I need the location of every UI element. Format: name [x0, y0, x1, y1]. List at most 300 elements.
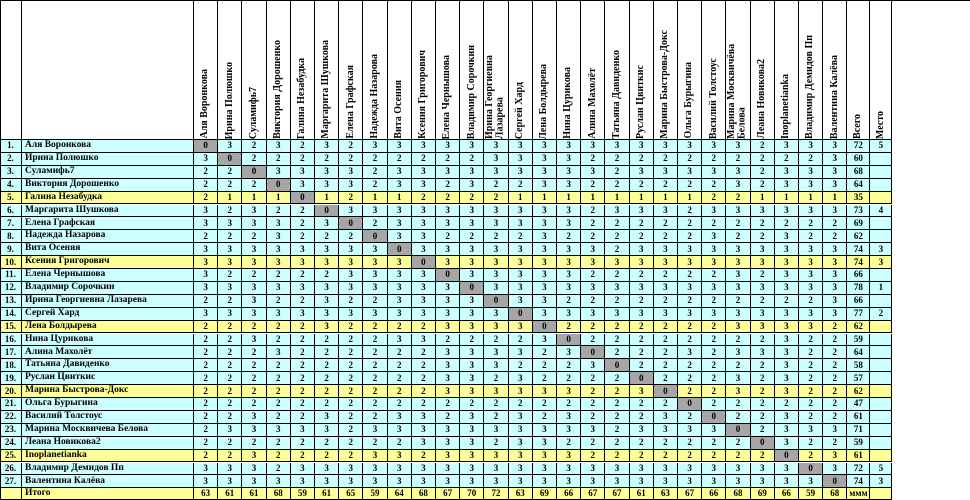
score-cell: 2	[339, 450, 363, 463]
score-cell: 2	[702, 437, 726, 450]
score-cell: 3	[291, 166, 315, 179]
place-cell	[870, 153, 892, 166]
score-cell: 2	[823, 385, 847, 398]
score-cell: 2	[702, 179, 726, 192]
score-cell: 3	[315, 321, 339, 334]
column-header-label: Василий Толстоус	[707, 57, 719, 139]
row-number: 5.	[0, 192, 22, 205]
score-cell: 3	[315, 179, 339, 192]
score-cell: 2	[702, 385, 726, 398]
score-cell: 1	[533, 192, 557, 205]
score-cell: 3	[339, 308, 363, 321]
column-header	[484, 0, 508, 140]
score-cell: 3	[242, 463, 266, 476]
column-header-label: Леана Новикова2	[755, 59, 767, 139]
score-cell: 1	[242, 192, 266, 205]
diagonal-cell: 0	[726, 424, 750, 437]
score-cell: 3	[484, 450, 508, 463]
score-cell: 3	[678, 166, 702, 179]
score-cell: 3	[267, 475, 291, 488]
participant-name: Руслан Цвиткис	[22, 372, 194, 385]
participant-name: Василий Толстоус	[22, 411, 194, 424]
column-total-cell: 72	[484, 488, 508, 500]
score-cell: 3	[775, 256, 799, 269]
total-cell: 71	[847, 424, 870, 437]
score-cell: 3	[630, 205, 654, 218]
score-cell: 2	[581, 411, 605, 424]
score-cell: 3	[533, 424, 557, 437]
score-cell: 3	[557, 308, 581, 321]
score-cell: 3	[218, 308, 242, 321]
row-number: 15.	[0, 321, 22, 334]
row-number: 11.	[0, 269, 22, 282]
score-cell: 2	[315, 153, 339, 166]
score-cell: 2	[218, 346, 242, 359]
place-cell	[870, 385, 892, 398]
score-cell: 3	[775, 346, 799, 359]
score-cell: 2	[363, 166, 387, 179]
score-cell: 3	[823, 463, 847, 476]
score-cell: 3	[388, 450, 412, 463]
score-cell: 3	[267, 230, 291, 243]
score-cell: 3	[630, 308, 654, 321]
score-cell: 2	[242, 437, 266, 450]
score-cell: 3	[557, 205, 581, 218]
total-cell: 74	[847, 256, 870, 269]
score-cell: 3	[484, 321, 508, 334]
score-cell: 3	[533, 437, 557, 450]
score-cell: 3	[823, 179, 847, 192]
score-cell: 2	[267, 411, 291, 424]
score-cell: 2	[678, 153, 702, 166]
score-cell: 2	[630, 321, 654, 334]
row-number: 8.	[0, 230, 22, 243]
score-cell: 2	[363, 346, 387, 359]
score-cell: 2	[412, 346, 436, 359]
score-cell: 3	[460, 179, 484, 192]
score-cell: 3	[460, 140, 484, 153]
score-cell: 3	[460, 295, 484, 308]
score-cell: 2	[605, 398, 629, 411]
score-cell: 3	[218, 424, 242, 437]
column-header-label: Ольга Бурыгина	[683, 62, 695, 139]
score-cell: 2	[267, 372, 291, 385]
score-cell: 3	[484, 217, 508, 230]
score-cell: 3	[509, 372, 533, 385]
column-header	[870, 0, 892, 140]
score-cell: 3	[823, 424, 847, 437]
score-cell: 3	[484, 256, 508, 269]
score-cell: 2	[242, 372, 266, 385]
diagonal-cell: 0	[267, 179, 291, 192]
score-cell: 3	[363, 256, 387, 269]
score-cell: 2	[702, 153, 726, 166]
score-cell: 3	[533, 282, 557, 295]
score-cell: 2	[581, 217, 605, 230]
score-cell: 3	[460, 256, 484, 269]
score-cell: 3	[751, 205, 775, 218]
place-cell: 5	[870, 463, 892, 476]
total-cell: 74	[847, 243, 870, 256]
participant-name: Inoplanetianka	[22, 450, 194, 463]
column-header-label: Руслан Цвиткис	[634, 65, 646, 139]
score-cell: 3	[799, 269, 823, 282]
score-cell: 3	[533, 243, 557, 256]
score-cell: 3	[460, 411, 484, 424]
score-cell: 2	[315, 230, 339, 243]
participant-name: Елена Графская	[22, 217, 194, 230]
score-cell: 3	[388, 463, 412, 476]
score-cell: 3	[194, 243, 218, 256]
participant-name: Валентина Калёва	[22, 475, 194, 488]
score-cell: 3	[315, 411, 339, 424]
score-cell: 3	[702, 424, 726, 437]
score-cell: 2	[291, 230, 315, 243]
score-cell: 2	[218, 437, 242, 450]
score-cell: 3	[267, 217, 291, 230]
score-cell: 3	[581, 243, 605, 256]
score-cell: 3	[291, 282, 315, 295]
participant-name: Галина Незабудка	[22, 192, 194, 205]
score-cell: 3	[557, 385, 581, 398]
score-cell: 3	[630, 243, 654, 256]
score-cell: 3	[315, 217, 339, 230]
score-cell: 3	[726, 372, 750, 385]
score-cell: 3	[751, 243, 775, 256]
score-cell: 3	[654, 475, 678, 488]
score-cell: 2	[484, 230, 508, 243]
score-cell: 2	[339, 334, 363, 347]
place-cell	[870, 398, 892, 411]
score-cell: 2	[581, 153, 605, 166]
score-cell: 2	[484, 398, 508, 411]
participant-name: Вита Осеняя	[22, 243, 194, 256]
score-cell: 2	[267, 385, 291, 398]
score-cell: 2	[242, 140, 266, 153]
participant-name: Ирина Полюшко	[22, 153, 194, 166]
score-cell: 3	[339, 463, 363, 476]
score-cell: 3	[702, 308, 726, 321]
score-cell: 3	[775, 424, 799, 437]
column-header	[363, 0, 387, 140]
score-cell: 2	[726, 153, 750, 166]
score-cell: 3	[436, 372, 460, 385]
score-cell: 3	[194, 205, 218, 218]
score-cell: 3	[363, 463, 387, 476]
score-cell: 2	[630, 437, 654, 450]
score-cell: 3	[436, 424, 460, 437]
column-header-label: Маргарита Шушкова	[320, 40, 332, 139]
score-cell: 3	[678, 475, 702, 488]
score-cell: 2	[775, 295, 799, 308]
score-cell: 3	[678, 424, 702, 437]
score-cell: 2	[194, 179, 218, 192]
score-cell: 3	[218, 140, 242, 153]
score-cell: 2	[291, 450, 315, 463]
score-cell: 3	[460, 463, 484, 476]
score-cell: 3	[242, 475, 266, 488]
score-cell: 2	[436, 230, 460, 243]
score-cell: 2	[654, 450, 678, 463]
score-cell: 3	[509, 346, 533, 359]
score-cell: 2	[799, 372, 823, 385]
score-cell: 2	[799, 230, 823, 243]
score-cell: 2	[799, 217, 823, 230]
score-cell: 3	[509, 424, 533, 437]
column-header-label: Место	[874, 110, 886, 139]
score-cell: 3	[775, 334, 799, 347]
score-cell: 3	[509, 385, 533, 398]
score-cell: 2	[315, 372, 339, 385]
score-cell: 2	[509, 398, 533, 411]
score-cell: 2	[726, 230, 750, 243]
score-cell: 2	[605, 372, 629, 385]
column-header-label: Ирина Полюшко	[223, 61, 235, 139]
score-cell: 2	[388, 372, 412, 385]
score-cell: 3	[436, 346, 460, 359]
score-cell: 3	[460, 269, 484, 282]
score-cell: 2	[484, 334, 508, 347]
diagonal-cell: 0	[702, 411, 726, 424]
score-cell: 3	[654, 308, 678, 321]
total-cell: 59	[847, 437, 870, 450]
score-cell: 2	[218, 359, 242, 372]
score-cell: 2	[605, 179, 629, 192]
score-cell: 2	[363, 153, 387, 166]
column-total-cell: 64	[388, 488, 412, 500]
total-cell: 64	[847, 346, 870, 359]
column-header-label: Галина Незабудка	[296, 57, 308, 139]
score-cell: 3	[823, 166, 847, 179]
score-cell: 2	[436, 411, 460, 424]
row-number: 12.	[0, 282, 22, 295]
score-cell: 2	[460, 398, 484, 411]
score-cell: 2	[412, 398, 436, 411]
score-cell: 3	[388, 411, 412, 424]
score-cell: 2	[339, 372, 363, 385]
score-cell: 2	[702, 321, 726, 334]
score-cell: 3	[194, 153, 218, 166]
score-cell: 2	[678, 411, 702, 424]
column-total-cell: 63	[194, 488, 218, 500]
score-cell: 3	[605, 256, 629, 269]
score-cell: 2	[630, 153, 654, 166]
score-cell: 3	[484, 308, 508, 321]
score-cell: 2	[509, 359, 533, 372]
column-header	[823, 0, 847, 140]
score-cell: 2	[509, 334, 533, 347]
score-cell: 2	[751, 359, 775, 372]
place-cell	[870, 295, 892, 308]
score-cell: 2	[581, 205, 605, 218]
score-cell: 2	[799, 398, 823, 411]
score-cell: 2	[751, 411, 775, 424]
score-cell: 3	[775, 140, 799, 153]
score-cell: 3	[412, 179, 436, 192]
score-cell: 3	[436, 217, 460, 230]
score-cell: 2	[605, 411, 629, 424]
column-header	[460, 0, 484, 140]
score-cell: 2	[412, 153, 436, 166]
place-cell	[870, 450, 892, 463]
score-cell: 2	[581, 334, 605, 347]
participant-name: Марина Быстрова-Докс	[22, 385, 194, 398]
score-cell: 3	[315, 243, 339, 256]
column-total-cell: 59	[291, 488, 315, 500]
score-cell: 3	[315, 256, 339, 269]
score-cell: 2	[823, 321, 847, 334]
score-cell: 1	[605, 192, 629, 205]
score-cell: 3	[533, 256, 557, 269]
score-cell: 3	[654, 140, 678, 153]
score-cell: 3	[799, 166, 823, 179]
score-cell: 3	[630, 282, 654, 295]
column-header-label: Владимир Демидов Пп	[804, 35, 816, 139]
score-cell: 2	[775, 153, 799, 166]
score-cell: 2	[388, 385, 412, 398]
score-cell: 3	[460, 359, 484, 372]
row-number: 7.	[0, 217, 22, 230]
row-number: 3.	[0, 166, 22, 179]
score-cell: 3	[702, 140, 726, 153]
score-cell: 2	[557, 321, 581, 334]
total-place-cell	[870, 488, 892, 500]
score-cell: 3	[799, 256, 823, 269]
place-cell	[870, 411, 892, 424]
score-cell: 3	[581, 140, 605, 153]
score-cell: 3	[799, 424, 823, 437]
score-cell: 2	[388, 153, 412, 166]
column-total-cell: 67	[581, 488, 605, 500]
score-cell: 2	[412, 321, 436, 334]
score-cell: 3	[388, 424, 412, 437]
score-cell: 2	[654, 230, 678, 243]
score-cell: 2	[315, 334, 339, 347]
total-cell: 77	[847, 308, 870, 321]
score-cell: 2	[194, 346, 218, 359]
total-cell: 61	[847, 411, 870, 424]
score-cell: 3	[823, 450, 847, 463]
score-cell: 3	[823, 295, 847, 308]
score-cell: 3	[654, 463, 678, 476]
score-cell: 3	[678, 256, 702, 269]
score-cell: 2	[702, 269, 726, 282]
score-cell: 3	[218, 463, 242, 476]
column-header	[847, 0, 870, 140]
score-cell: 2	[533, 359, 557, 372]
score-cell: 2	[751, 179, 775, 192]
diagonal-cell: 0	[291, 192, 315, 205]
score-cell: 2	[363, 437, 387, 450]
score-cell: 2	[823, 398, 847, 411]
place-cell: 3	[870, 256, 892, 269]
score-cell: 2	[242, 179, 266, 192]
score-cell: 2	[654, 295, 678, 308]
score-cell: 2	[436, 179, 460, 192]
score-cell: 2	[194, 424, 218, 437]
column-header-label: Inoplanetianka	[780, 73, 792, 139]
score-cell: 3	[460, 205, 484, 218]
column-total-cell: 66	[702, 488, 726, 500]
score-cell: 2	[605, 166, 629, 179]
score-cell: 3	[654, 166, 678, 179]
score-cell: 3	[460, 321, 484, 334]
score-cell: 3	[436, 321, 460, 334]
score-cell: 1	[823, 192, 847, 205]
score-cell: 2	[654, 321, 678, 334]
score-cell: 3	[654, 411, 678, 424]
score-cell: 2	[557, 372, 581, 385]
score-cell: 2	[751, 217, 775, 230]
score-cell: 3	[291, 463, 315, 476]
score-cell: 2	[630, 230, 654, 243]
score-cell: 2	[557, 295, 581, 308]
score-cell: 2	[363, 334, 387, 347]
score-cell: 3	[702, 256, 726, 269]
score-cell: 3	[194, 217, 218, 230]
score-cell: 3	[557, 166, 581, 179]
score-cell: 3	[775, 411, 799, 424]
score-cell: 3	[436, 463, 460, 476]
column-header-label: Ксения Григорович	[417, 50, 429, 139]
diagonal-cell: 0	[799, 463, 823, 476]
column-total-cell: 69	[751, 488, 775, 500]
score-cell: 2	[436, 153, 460, 166]
score-cell: 3	[726, 179, 750, 192]
score-cell: 2	[218, 334, 242, 347]
score-cell: 3	[412, 411, 436, 424]
score-cell: 2	[630, 334, 654, 347]
score-cell: 2	[678, 269, 702, 282]
score-cell: 3	[388, 282, 412, 295]
score-cell: 3	[509, 166, 533, 179]
score-cell: 3	[315, 475, 339, 488]
score-cell: 3	[315, 295, 339, 308]
column-header	[702, 0, 726, 140]
score-cell: 2	[654, 217, 678, 230]
score-cell: 2	[751, 450, 775, 463]
score-cell: 3	[775, 463, 799, 476]
participant-name: Нина Цурикова	[22, 334, 194, 347]
total-cell: 68	[847, 166, 870, 179]
column-total-cell: 61	[242, 488, 266, 500]
score-cell: 2	[702, 450, 726, 463]
score-cell: 2	[315, 269, 339, 282]
column-header-label: Надежда Назарова	[368, 54, 380, 139]
score-cell: 3	[194, 463, 218, 476]
score-cell: 2	[605, 450, 629, 463]
place-cell	[870, 166, 892, 179]
score-cell: 3	[388, 166, 412, 179]
score-cell: 2	[751, 295, 775, 308]
score-cell: 2	[751, 398, 775, 411]
diagonal-cell: 0	[581, 346, 605, 359]
score-cell: 3	[509, 282, 533, 295]
column-total-cell: 67	[605, 488, 629, 500]
score-cell: 3	[726, 166, 750, 179]
score-cell: 3	[460, 308, 484, 321]
score-cell: 3	[775, 321, 799, 334]
score-cell: 2	[363, 372, 387, 385]
column-header	[775, 0, 799, 140]
score-cell: 2	[509, 179, 533, 192]
score-cell: 2	[557, 398, 581, 411]
score-cell: 2	[242, 153, 266, 166]
score-cell: 3	[799, 475, 823, 488]
score-cell: 2	[751, 153, 775, 166]
score-cell: 3	[339, 243, 363, 256]
column-header-label: Елена Чернышова	[441, 54, 453, 139]
